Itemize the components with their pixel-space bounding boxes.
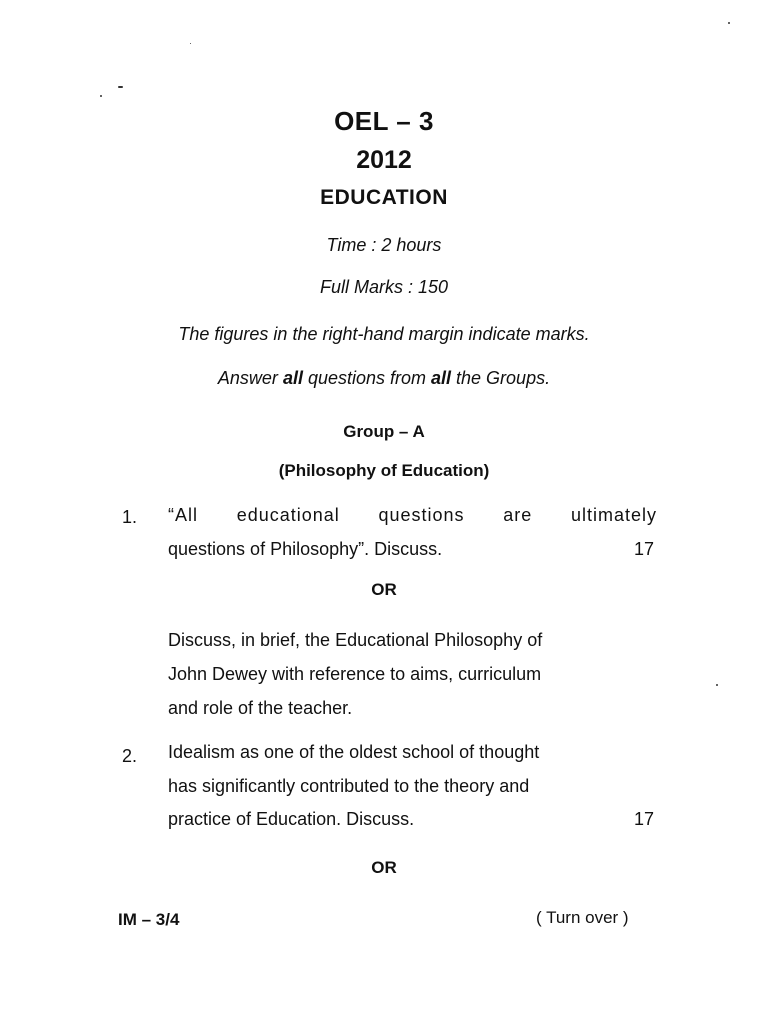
full-marks: Full Marks : 150 xyxy=(319,277,449,297)
question-text-line: practice of Education. Discuss. xyxy=(168,809,415,829)
scan-speck xyxy=(716,684,718,686)
question-text-line: Discuss, in brief, the Educational Philosophy of xyxy=(168,630,543,650)
question-text-line: Idealism as one of the oldest school of thought xyxy=(168,742,540,762)
or-separator: OR xyxy=(371,858,397,877)
instruction-emphasis: all xyxy=(431,368,452,388)
footer-page-code: IM – 3/4 xyxy=(118,910,180,929)
question-text-line: John Dewey with reference to aims, curriculum xyxy=(168,664,542,684)
instruction-text: the Groups. xyxy=(451,368,551,388)
scan-speck xyxy=(118,86,123,88)
instruction-emphasis: all xyxy=(282,368,303,388)
footer-turn-over: ( Turn over ) xyxy=(536,908,629,927)
scan-speck xyxy=(100,95,102,97)
question-text-line: questions of Philosophy”. Discuss. xyxy=(168,539,443,559)
instruction-margin-marks: The figures in the right-hand margin indicate marks. xyxy=(178,324,590,344)
question-number: 2. xyxy=(122,746,138,766)
instruction-text: Answer xyxy=(217,368,283,388)
scan-speck xyxy=(728,22,730,24)
or-separator: OR xyxy=(371,580,397,599)
paper-year: 2012 xyxy=(356,146,412,174)
group-title: Group – A xyxy=(343,422,425,441)
instruction-text: questions from xyxy=(302,368,432,388)
question-marks: 17 xyxy=(633,809,654,829)
question-text-line: has significantly contributed to the theory and xyxy=(168,776,530,796)
scan-speck xyxy=(190,43,191,44)
time-allowed: Time : 2 hours xyxy=(326,235,442,255)
group-subtitle: (Philosophy of Education) xyxy=(278,461,490,480)
instruction-answer-all xyxy=(0,368,768,389)
question-text-line: and role of the teacher. xyxy=(168,698,353,718)
question-text-line: “All educational questions are ultimately xyxy=(168,505,657,525)
paper-subject: EDUCATION xyxy=(320,186,448,209)
question-number: 1. xyxy=(122,507,138,527)
question-marks: 17 xyxy=(633,539,654,559)
paper-code: OEL – 3 xyxy=(334,106,434,136)
